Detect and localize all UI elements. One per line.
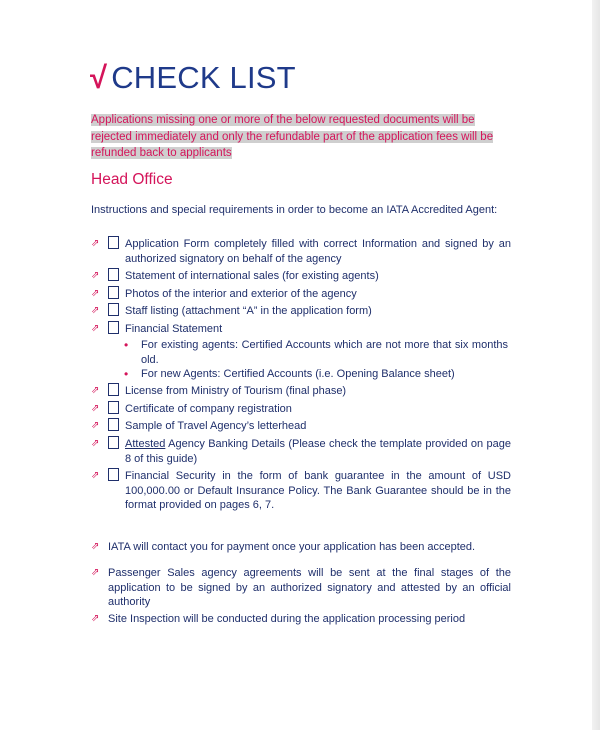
checklist-item (91, 237, 511, 266)
arrow-bullet-icon: ⇗ (91, 470, 100, 481)
checklist-item (91, 269, 511, 284)
checklist-item-text: License from Ministry of Tourism (final phase) (125, 385, 347, 397)
checklist-item (91, 469, 511, 513)
checklist-item-text: Financial Statement (125, 323, 223, 335)
title-text: CHECK LIST (111, 60, 296, 95)
section-title: Head Office (91, 171, 173, 188)
sub-list-item (124, 367, 508, 382)
arrow-bullet-icon: ⇗ (91, 420, 100, 431)
sub-list-item-text: For existing agents: Certified Accounts which are not more that six months old. (141, 339, 508, 366)
checklist-item (91, 322, 511, 337)
checklist-item-text: Application Form completely filled with correct Information and signed by an authorized signatory on behalf of the agency (125, 238, 511, 265)
checklist-item-text (125, 437, 511, 466)
checkbox[interactable] (108, 268, 119, 281)
checklist-item (91, 287, 511, 302)
warning-text: Applications missing one or more of the below requested documents will be rejected immediately and only the refundable part of the application fees will be refunded back to applicants (91, 114, 494, 159)
note-item (91, 612, 511, 627)
arrow-bullet-icon: ⇗ (91, 438, 100, 449)
arrow-bullet-icon: ⇗ (91, 541, 100, 552)
arrow-bullet-icon: ⇗ (91, 238, 100, 249)
arrow-bullet-icon: ⇗ (91, 288, 100, 299)
checklist-item-rest: Agency Banking Details (Please check the template provided on page 8 of this guide) (125, 438, 511, 465)
note-item (91, 566, 511, 610)
checkbox[interactable] (108, 468, 119, 481)
checklist-item (91, 419, 511, 434)
checkbox[interactable] (108, 286, 119, 299)
bullet-icon: • (124, 367, 129, 381)
checkbox[interactable] (108, 401, 119, 414)
note-text: IATA will contact you for payment once your application has been accepted. (108, 541, 476, 553)
sub-list-item (124, 338, 508, 367)
instructions-text: Instructions and special requirements in order to become an IATA Accredited Agent: (91, 204, 498, 216)
note-text: Passenger Sales agency agreements will be sent at the final stages of the application to be signed by an authorized signatory and attested by an official authority (108, 567, 511, 608)
sub-list-item-text: For new Agents: Certified Accounts (i.e. Opening Balance sheet) (141, 368, 455, 380)
checklist-item (91, 384, 511, 399)
arrow-bullet-icon: ⇗ (91, 567, 100, 578)
checklist-item-text: Photos of the interior and exterior of the agency (125, 288, 357, 300)
rejection-warning (91, 112, 509, 162)
note-item (91, 540, 511, 555)
arrow-bullet-icon: ⇗ (91, 613, 100, 624)
checkbox[interactable] (108, 418, 119, 431)
checklist-item (91, 402, 511, 417)
page-edge (592, 0, 600, 730)
arrow-bullet-icon: ⇗ (91, 270, 100, 281)
arrow-bullet-icon: ⇗ (91, 385, 100, 396)
arrow-bullet-icon: ⇗ (91, 323, 100, 334)
checklist-item-text: Certificate of company registration (125, 403, 292, 415)
checklist-item-text: Sample of Travel Agency’s letterhead (125, 420, 307, 432)
checklist-item-text: Staff listing (attachment “A” in the application form) (125, 305, 372, 317)
note-text: Site Inspection will be conducted during the application processing period (108, 613, 466, 625)
arrow-bullet-icon: ⇗ (91, 305, 100, 316)
checklist-item (91, 304, 511, 319)
checkbox[interactable] (108, 236, 119, 249)
checkbox[interactable] (108, 383, 119, 396)
bullet-icon: • (124, 338, 129, 352)
page-title (90, 60, 296, 96)
checklist-item-text: Financial Security in the form of bank guarantee in the amount of USD 100,000.00 or Default Insurance Policy. The Bank Guarantee should be in the format provided on pages 6, 7. (125, 470, 511, 511)
checkbox[interactable] (108, 321, 119, 334)
checkbox[interactable] (108, 436, 119, 449)
arrow-bullet-icon: ⇗ (91, 403, 100, 414)
checkbox[interactable] (108, 303, 119, 316)
checklist-item (91, 437, 511, 466)
check-mark-icon: √ (90, 60, 108, 95)
attested-label: Attested (125, 438, 166, 450)
checklist-item-text: Statement of international sales (for existing agents) (125, 270, 379, 282)
